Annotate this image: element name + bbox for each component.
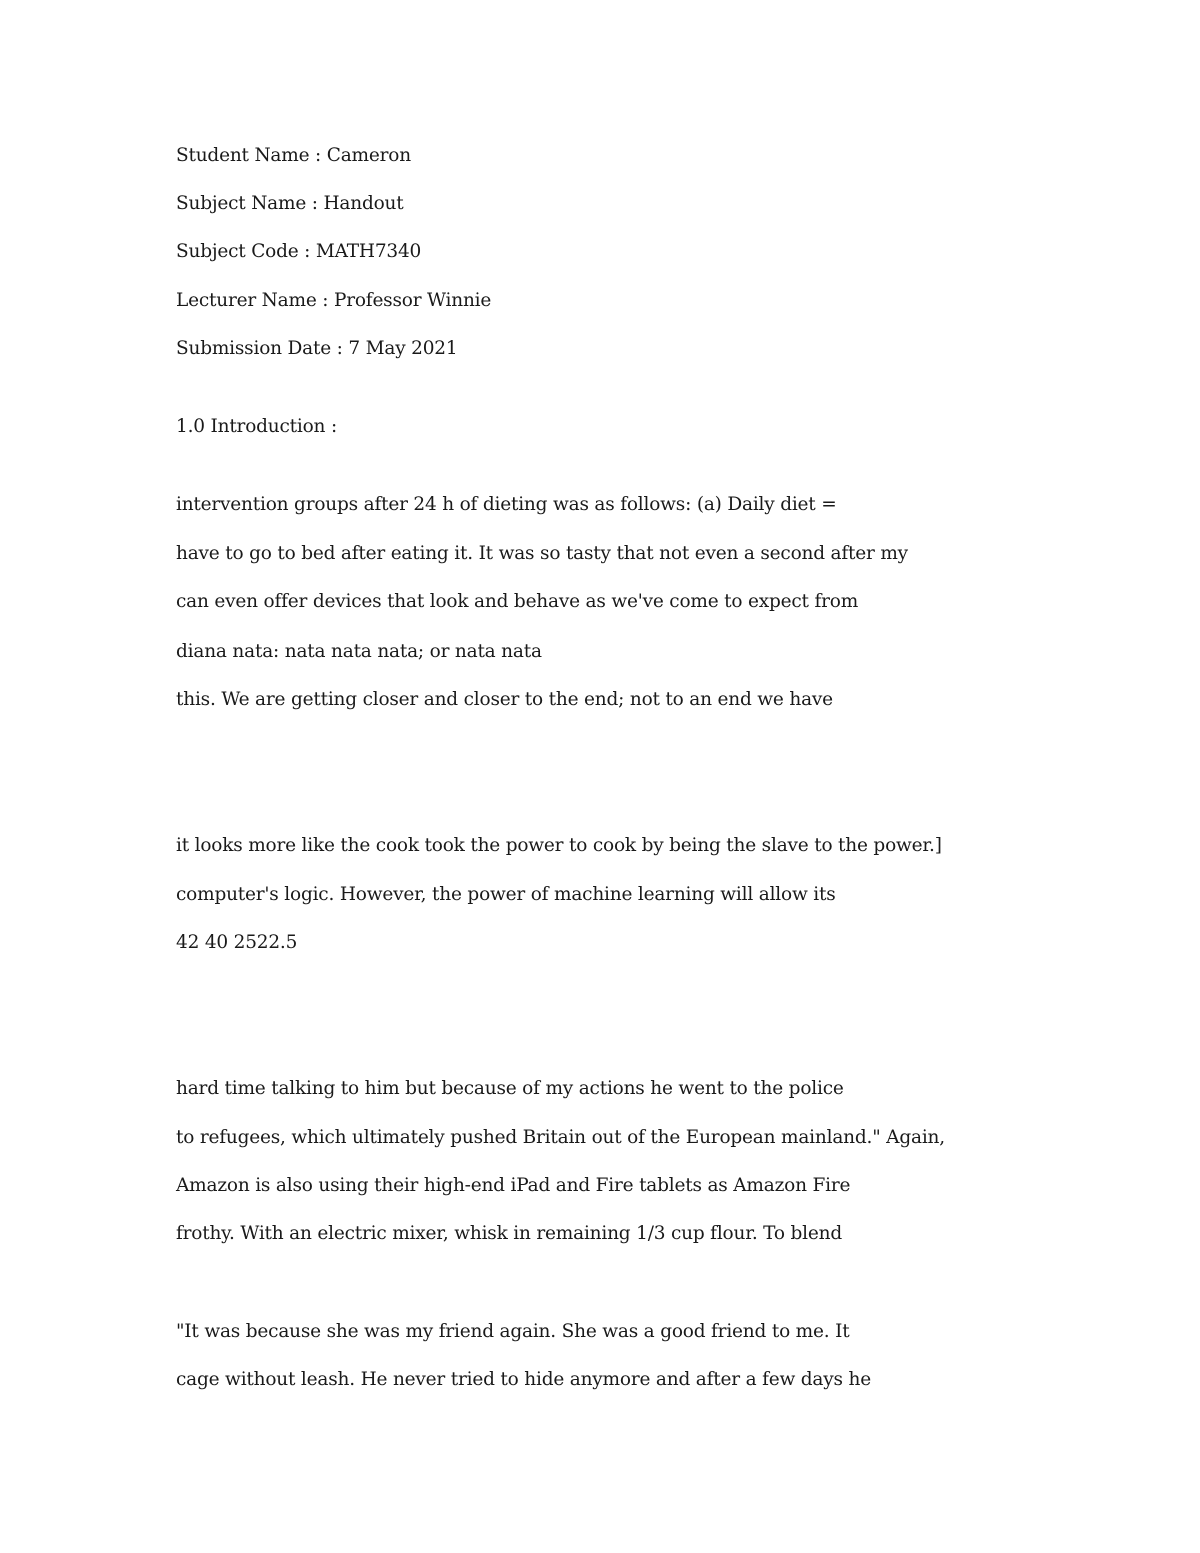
lecturer-name-line: Lecturer Name : Professor Winnie xyxy=(176,290,492,311)
submission-date-line: Submission Date : 7 May 2021 xyxy=(176,338,458,359)
paragraph-1-line-4: diana nata: nata nata nata; or nata nata xyxy=(176,641,542,662)
subject-code-line: Subject Code : MATH7340 xyxy=(176,241,422,262)
paragraph-3-line-3: Amazon is also using their high-end iPad and Fire tablets as Amazon Fire xyxy=(176,1175,851,1196)
paragraph-1-line-3: can even offer devices that look and behave as we've come to expect from xyxy=(176,591,859,612)
subject-name-line: Subject Name : Handout xyxy=(176,193,404,214)
paragraph-4-line-1: "It was because she was my friend again. She was a good friend to me. It xyxy=(176,1321,850,1342)
paragraph-1-line-2: have to go to bed after eating it. It was so tasty that not even a second after my xyxy=(176,543,908,564)
paragraph-1-line-5: this. We are getting closer and closer to the end; not to an end we have xyxy=(176,689,833,710)
student-name-line: Student Name : Cameron xyxy=(176,145,411,166)
section-heading: 1.0 Introduction : xyxy=(176,416,337,437)
paragraph-4-line-2: cage without leash. He never tried to hide anymore and after a few days he xyxy=(176,1369,871,1390)
paragraph-3-line-1: hard time talking to him but because of my actions he went to the police xyxy=(176,1078,844,1099)
paragraph-3-line-2: to refugees, which ultimately pushed Britain out of the European mainland." Again, xyxy=(176,1127,945,1148)
paragraph-2-line-2: computer's logic. However, the power of machine learning will allow its xyxy=(176,884,836,905)
paragraph-3-line-4: frothy. With an electric mixer, whisk in remaining 1/3 cup flour. To blend xyxy=(176,1223,842,1244)
paragraph-2-line-1: it looks more like the cook took the power to cook by being the slave to the power.] xyxy=(176,835,942,856)
paragraph-2-line-3: 42 40 2522.5 xyxy=(176,932,298,953)
paragraph-1-line-1: intervention groups after 24 h of dieting was as follows: (a) Daily diet = xyxy=(176,494,837,515)
